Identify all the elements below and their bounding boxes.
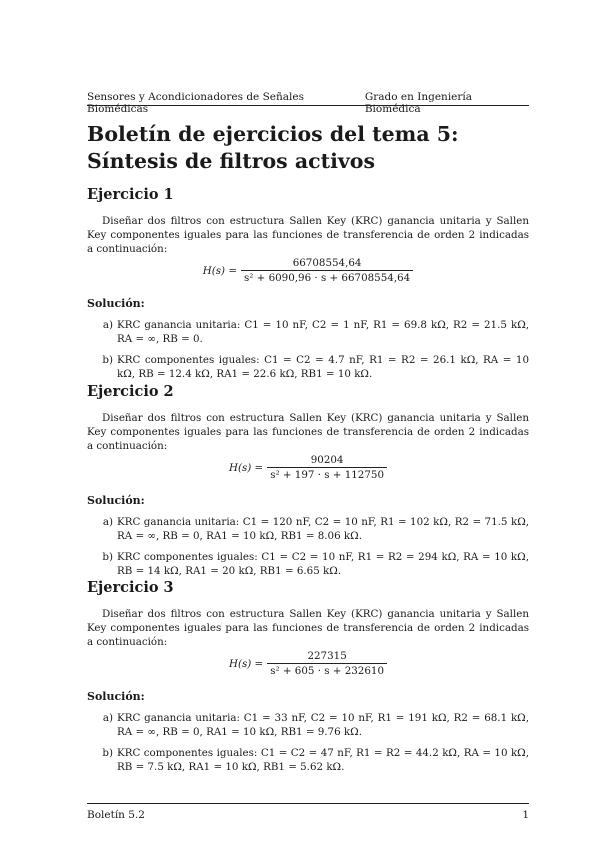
header-degree: Grado en Ingeniería Biomédica bbox=[364, 91, 473, 115]
exercise-heading: Ejercicio 1 bbox=[87, 186, 174, 203]
list-item bbox=[87, 515, 529, 543]
exercise-heading: Ejercicio 3 bbox=[87, 579, 174, 596]
transfer-function bbox=[87, 257, 529, 285]
solution-label: Solución: bbox=[87, 690, 145, 703]
title-line-1: Boletín de ejercicios del tema 5: bbox=[87, 122, 459, 146]
list-item bbox=[87, 318, 529, 346]
item-text: KRC componentes iguales: C1 = C2 = 4.7 nF, R1 = R2 = 26.1 kΩ, RA = 10 kΩ, RB = 12.4 kΩ, RA1 = 22.6 kΩ, RB1 = 10 kΩ. bbox=[117, 354, 529, 380]
denominator: s² + 197 · s + 112750 bbox=[267, 467, 387, 482]
exercise-statement: Diseñar dos filtros con estructura Sallen Key (KRC) ganancia unitaria y Sallen Key componentes iguales para las funciones de transferencia de orden 2 indicadas a continuación: bbox=[87, 412, 529, 452]
item-text: KRC componentes iguales: C1 = C2 = 47 nF, R1 = R2 = 44.2 kΩ, RA = 10 kΩ, RB = 7.5 kΩ, RA1 = 10 kΩ, RB1 = 5.62 kΩ. bbox=[117, 747, 529, 773]
item-marker: b) bbox=[102, 551, 113, 563]
fraction bbox=[267, 650, 387, 678]
footer-label: Boletín 5.2 bbox=[87, 809, 145, 821]
title-line-2: Síntesis de filtros activos bbox=[87, 149, 375, 173]
exercise-statement: Diseñar dos filtros con estructura Sallen Key (KRC) ganancia unitaria y Sallen Key componentes iguales para las funciones de transferencia de orden 2 indicadas a continuación: bbox=[87, 608, 529, 648]
item-marker: b) bbox=[102, 354, 113, 366]
page-title bbox=[87, 121, 529, 175]
exercise-2 bbox=[87, 383, 529, 578]
fraction bbox=[267, 454, 387, 482]
list-item bbox=[87, 746, 529, 774]
numerator: 227315 bbox=[307, 650, 347, 662]
list-item bbox=[87, 550, 529, 578]
list-item bbox=[87, 353, 529, 381]
equation-lhs: H(s) = bbox=[228, 658, 264, 670]
item-text: KRC componentes iguales: C1 = C2 = 10 nF, R1 = R2 = 294 kΩ, RA = 10 kΩ, RB = 14 kΩ, RA1 = 20 kΩ, RB1 = 6.65 kΩ. bbox=[117, 551, 529, 577]
page-number: 1 bbox=[522, 809, 529, 821]
item-marker: a) bbox=[102, 712, 113, 724]
list-item bbox=[87, 711, 529, 739]
exercise-statement: Diseñar dos filtros con estructura Sallen Key (KRC) ganancia unitaria y Sallen Key componentes iguales para las funciones de transferencia de orden 2 indicadas a continuación: bbox=[87, 215, 529, 255]
page-footer bbox=[87, 809, 529, 821]
solution-label: Solución: bbox=[87, 297, 145, 310]
item-text: KRC ganancia unitaria: C1 = 10 nF, C2 = 1 nF, R1 = 69.8 kΩ, R2 = 21.5 kΩ, RA = ∞, RB = 0. bbox=[117, 319, 529, 345]
item-text: KRC ganancia unitaria: C1 = 33 nF, C2 = 10 nF, R1 = 191 kΩ, R2 = 68.1 kΩ, RA = ∞, RB = 0, RA1 = 10 kΩ, RB1 = 9.76 kΩ. bbox=[117, 712, 529, 738]
item-text: KRC ganancia unitaria: C1 = 120 nF, C2 = 10 nF, R1 = 102 kΩ, R2 = 71.5 kΩ, RA = ∞, RB = 0, RA1 = 10 kΩ, RB1 = 8.06 kΩ. bbox=[117, 516, 529, 542]
transfer-function bbox=[87, 454, 529, 482]
item-marker: b) bbox=[102, 747, 113, 759]
equation-lhs: H(s) = bbox=[202, 265, 237, 277]
exercise-3 bbox=[87, 579, 529, 774]
numerator: 90204 bbox=[310, 454, 344, 466]
header-course: Sensores y Acondicionadores de Señales Biomédicas bbox=[87, 91, 304, 115]
solution-label: Solución: bbox=[87, 494, 145, 507]
transfer-function bbox=[87, 650, 529, 678]
exercise-1 bbox=[87, 186, 529, 381]
denominator: s² + 605 · s + 232610 bbox=[267, 663, 387, 678]
header-rule bbox=[87, 105, 529, 106]
equation-lhs: H(s) = bbox=[228, 462, 264, 474]
running-header bbox=[87, 91, 529, 115]
fraction bbox=[241, 257, 413, 285]
item-marker: a) bbox=[102, 319, 113, 331]
item-marker: a) bbox=[102, 516, 113, 528]
footer-rule bbox=[87, 803, 529, 804]
denominator: s² + 6090,96 · s + 66708554,64 bbox=[241, 270, 413, 285]
numerator: 66708554,64 bbox=[292, 257, 362, 269]
exercise-heading: Ejercicio 2 bbox=[87, 383, 174, 400]
